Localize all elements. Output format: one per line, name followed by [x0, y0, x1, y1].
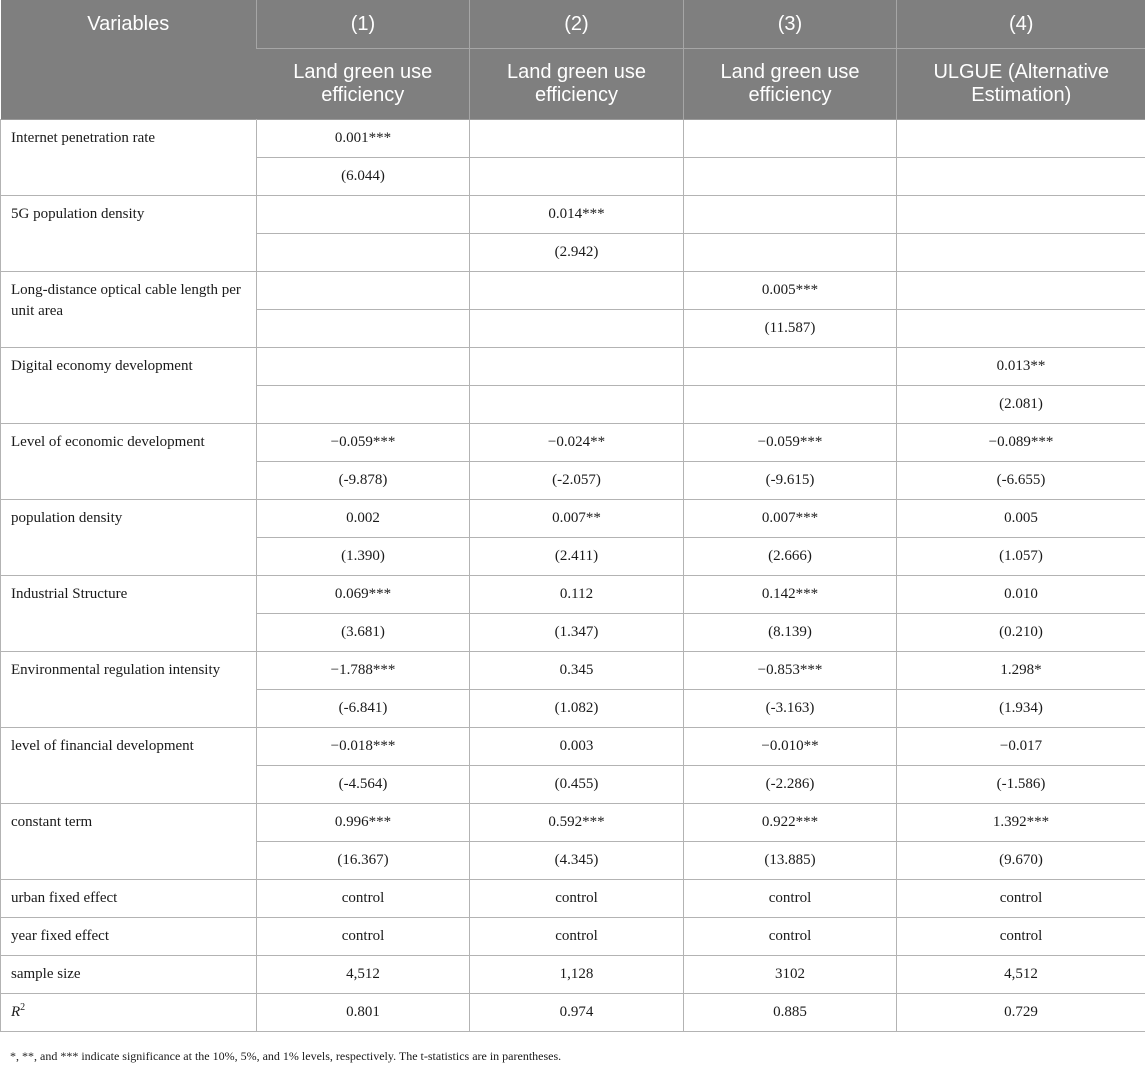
tstat-cell: (1.347) — [470, 614, 684, 652]
coefficient-cell — [684, 120, 897, 158]
tstat-cell — [897, 310, 1145, 348]
tstat-cell: (-2.057) — [470, 462, 684, 500]
coefficient-cell — [257, 196, 470, 234]
row-label — [1, 880, 257, 918]
tstat-cell: (6.044) — [257, 158, 470, 196]
table-row — [1, 272, 1145, 310]
value-cell: control — [257, 880, 470, 918]
tstat-cell: (-9.615) — [684, 462, 897, 500]
coefficient-cell — [684, 348, 897, 386]
tstat-cell: (9.670) — [897, 842, 1145, 880]
tstat-cell — [684, 234, 897, 272]
coefficient-cell: −0.089*** — [897, 424, 1145, 462]
coefficient-cell: 0.922*** — [684, 804, 897, 842]
value-cell: 0.974 — [470, 994, 684, 1032]
row-label — [1, 918, 257, 956]
row-label: population density — [1, 500, 257, 576]
coefficient-cell — [684, 196, 897, 234]
row-label — [1, 956, 257, 994]
coefficient-cell: 0.001*** — [257, 120, 470, 158]
row-label: Digital economy development — [1, 348, 257, 424]
tstat-cell: (-9.878) — [257, 462, 470, 500]
row-label-superscript: 2 — [20, 1002, 26, 1013]
coefficient-cell: 1.298* — [897, 652, 1145, 690]
row-label: Environmental regulation intensity — [1, 652, 257, 728]
tstat-cell: (-6.841) — [257, 690, 470, 728]
tstat-cell: (8.139) — [684, 614, 897, 652]
table-row — [1, 994, 1145, 1032]
value-cell: control — [470, 918, 684, 956]
tstat-cell — [470, 310, 684, 348]
coefficient-cell: 1.392*** — [897, 804, 1145, 842]
row-label — [1, 994, 257, 1032]
table-row — [1, 196, 1145, 234]
coefficient-cell: 0.005 — [897, 500, 1145, 538]
table-header — [1, 0, 1145, 120]
column-number-4: (4) — [897, 0, 1145, 49]
row-label: Long-distance optical cable length per unit area — [1, 272, 257, 348]
row-label: level of financial development — [1, 728, 257, 804]
value-cell: 1,128 — [470, 956, 684, 994]
coefficient-cell: 0.013** — [897, 348, 1145, 386]
table-row — [1, 880, 1145, 918]
coefficient-cell: −0.059*** — [684, 424, 897, 462]
value-cell: control — [470, 880, 684, 918]
column-dependent-4: ULGUE (Alternative Estimation) — [897, 49, 1145, 120]
tstat-cell: (1.082) — [470, 690, 684, 728]
tstat-cell: (2.081) — [897, 386, 1145, 424]
tstat-cell — [897, 234, 1145, 272]
coefficient-cell: 0.069*** — [257, 576, 470, 614]
value-cell: 0.801 — [257, 994, 470, 1032]
tstat-cell: (2.942) — [470, 234, 684, 272]
coefficient-cell — [257, 272, 470, 310]
coefficient-cell — [470, 120, 684, 158]
tstat-cell — [257, 386, 470, 424]
tstat-cell — [897, 158, 1145, 196]
variables-header: Variables — [1, 0, 257, 120]
tstat-cell: (11.587) — [684, 310, 897, 348]
tstat-cell: (-3.163) — [684, 690, 897, 728]
tstat-cell — [257, 234, 470, 272]
tstat-cell: (1.390) — [257, 538, 470, 576]
tstat-cell: (1.057) — [897, 538, 1145, 576]
coefficient-cell: −0.853*** — [684, 652, 897, 690]
table-row — [1, 652, 1145, 690]
tstat-cell: (4.345) — [470, 842, 684, 880]
tstat-cell — [470, 158, 684, 196]
table-row — [1, 120, 1145, 158]
value-cell: 3102 — [684, 956, 897, 994]
coefficient-cell: 0.007*** — [684, 500, 897, 538]
coefficient-cell: −0.010** — [684, 728, 897, 766]
coefficient-cell: 0.002 — [257, 500, 470, 538]
coefficient-cell: 0.996*** — [257, 804, 470, 842]
table-row — [1, 424, 1145, 462]
coefficient-cell — [470, 348, 684, 386]
tstat-cell — [257, 310, 470, 348]
coefficient-cell: 0.010 — [897, 576, 1145, 614]
coefficient-cell: 0.007** — [470, 500, 684, 538]
tstat-cell: (2.666) — [684, 538, 897, 576]
row-label: Level of economic development — [1, 424, 257, 500]
value-cell: control — [897, 880, 1145, 918]
tstat-cell: (-6.655) — [897, 462, 1145, 500]
table-footnote: *, **, and *** indicate significance at the 10%, 5%, and 1% levels, respectively. The t-statistics are in parentheses. — [10, 1049, 562, 1063]
column-dependent-1: Land green use efficiency — [257, 49, 470, 120]
value-cell: control — [684, 880, 897, 918]
coefficient-cell: 0.142*** — [684, 576, 897, 614]
tstat-cell — [470, 386, 684, 424]
row-label: 5G population density — [1, 196, 257, 272]
tstat-cell — [684, 158, 897, 196]
coefficient-cell: 0.003 — [470, 728, 684, 766]
tstat-cell: (2.411) — [470, 538, 684, 576]
column-dependent-2: Land green use efficiency — [470, 49, 684, 120]
tstat-cell: (16.367) — [257, 842, 470, 880]
table-row — [1, 348, 1145, 386]
table-row — [1, 804, 1145, 842]
row-label-text: R — [11, 1004, 21, 1020]
coefficient-cell: −0.059*** — [257, 424, 470, 462]
row-label: Internet penetration rate — [1, 120, 257, 196]
value-cell: 0.885 — [684, 994, 897, 1032]
coefficient-cell — [470, 272, 684, 310]
table-row — [1, 728, 1145, 766]
column-number-1: (1) — [257, 0, 470, 49]
tstat-cell: (3.681) — [257, 614, 470, 652]
coefficient-cell: 0.112 — [470, 576, 684, 614]
coefficient-cell: −0.024** — [470, 424, 684, 462]
row-label-text: urban fixed effect — [11, 890, 118, 906]
value-cell: control — [897, 918, 1145, 956]
tstat-cell: (1.934) — [897, 690, 1145, 728]
coefficient-cell: −0.017 — [897, 728, 1145, 766]
coefficient-cell: 0.005*** — [684, 272, 897, 310]
column-number-3: (3) — [684, 0, 897, 49]
value-cell: control — [257, 918, 470, 956]
tstat-cell: (-2.286) — [684, 766, 897, 804]
value-cell: control — [684, 918, 897, 956]
table-row — [1, 956, 1145, 994]
tstat-cell: (13.885) — [684, 842, 897, 880]
row-label: Industrial Structure — [1, 576, 257, 652]
coefficient-cell: 0.345 — [470, 652, 684, 690]
value-cell: 4,512 — [257, 956, 470, 994]
table-body — [1, 120, 1145, 1032]
row-label-text: sample size — [11, 966, 81, 982]
tstat-cell — [684, 386, 897, 424]
coefficient-cell: 0.014*** — [470, 196, 684, 234]
row-label: constant term — [1, 804, 257, 880]
coefficient-cell: −0.018*** — [257, 728, 470, 766]
coefficient-cell — [897, 272, 1145, 310]
table-row — [1, 918, 1145, 956]
tstat-cell: (-4.564) — [257, 766, 470, 804]
tstat-cell: (0.210) — [897, 614, 1145, 652]
table-row — [1, 576, 1145, 614]
table-row — [1, 500, 1145, 538]
column-number-2: (2) — [470, 0, 684, 49]
tstat-cell: (0.455) — [470, 766, 684, 804]
column-dependent-3: Land green use efficiency — [684, 49, 897, 120]
value-cell: 0.729 — [897, 994, 1145, 1032]
row-label-text: year fixed effect — [11, 928, 109, 944]
coefficient-cell: 0.592*** — [470, 804, 684, 842]
coefficient-cell: −1.788*** — [257, 652, 470, 690]
coefficient-cell — [257, 348, 470, 386]
coefficient-cell — [897, 196, 1145, 234]
coefficient-cell — [897, 120, 1145, 158]
value-cell: 4,512 — [897, 956, 1145, 994]
tstat-cell: (-1.586) — [897, 766, 1145, 804]
